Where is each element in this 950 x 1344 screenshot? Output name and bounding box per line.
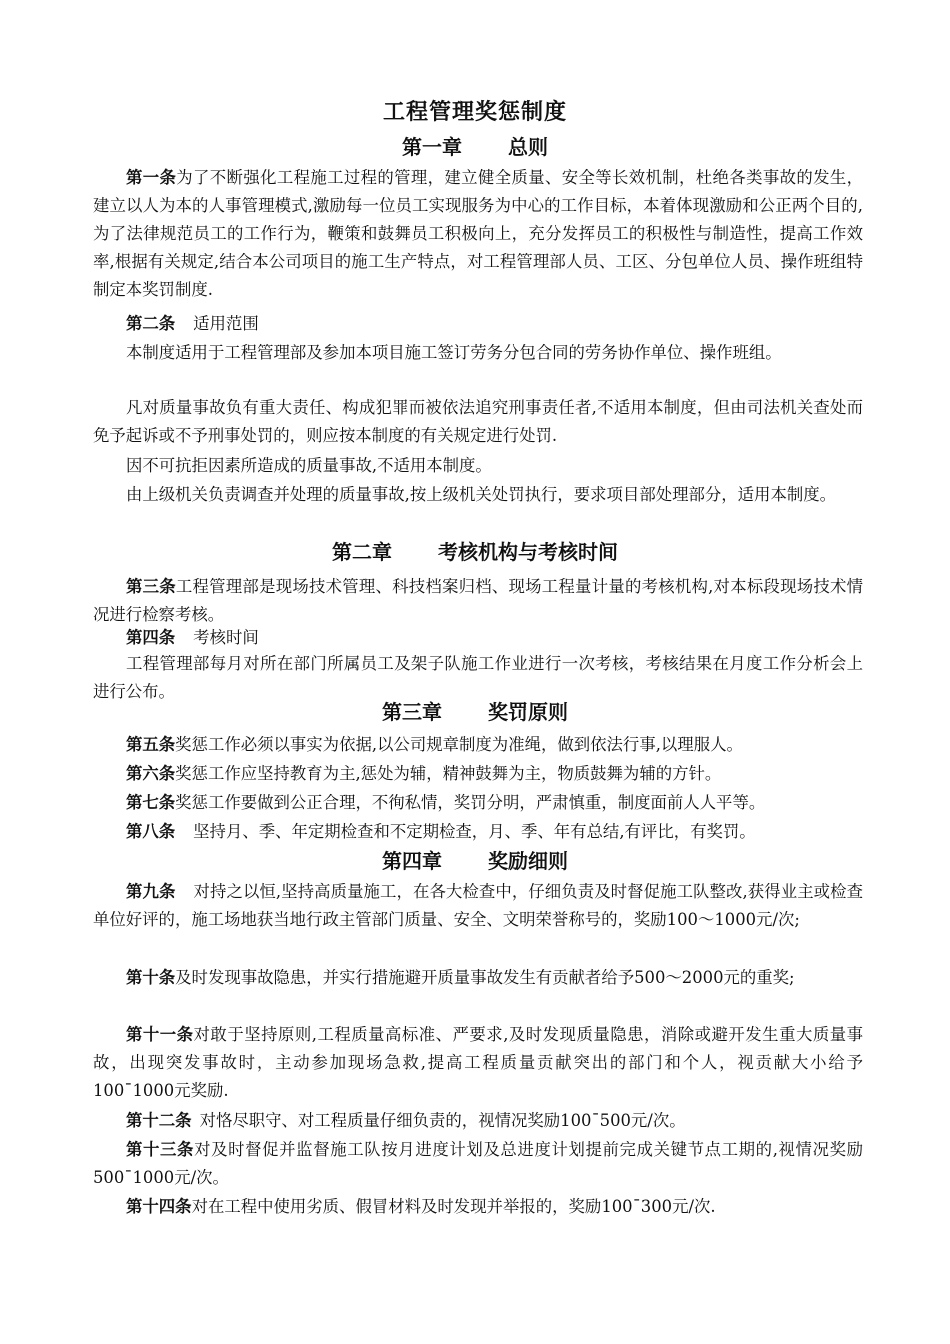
article-text: 为了不断强化工程施工过程的管理，建立健全质量、安全等长效机制，杜绝各类事故的发生，建立以人为本的人事管理模式,激励每一位员工实现服务为中心的工作目标，本着体现激励和公正两个目的,为了法律规范员工的工作行为，鞭策和鼓舞员工积极向上，充分发挥员工的积极性与制造性，提高工作效率,根据有关规定,结合本公司项目的施工生产特点，对工程管理部人员、工区、分包单位人员、操作班组特制定本奖罚制度. bbox=[93, 168, 864, 299]
chapter-number: 第三章 bbox=[382, 700, 442, 724]
article-paragraph bbox=[93, 789, 863, 817]
article-paragraph bbox=[93, 573, 863, 629]
article-text: 适用范围 bbox=[193, 314, 259, 333]
paragraph-text: 因不可抗拒因素所造成的质量事故,不适用本制度。 bbox=[126, 456, 492, 475]
document-title: 工程管理奖惩制度 bbox=[382, 99, 567, 125]
article-label: 第十四条 bbox=[126, 1197, 192, 1216]
paragraph bbox=[93, 452, 863, 480]
article-paragraph bbox=[93, 818, 863, 846]
chapter-heading bbox=[0, 699, 950, 725]
article-text: 对持之以恒,坚持高质量施工，在各大检查中，仔细负责及时督促施工队整改,获得业主或检查单位好评的，施工场地获当地行政主管部门质量、安全、文明荣誉称号的，奖励100～1000元/次; bbox=[93, 882, 864, 929]
article-paragraph bbox=[93, 878, 863, 934]
paragraph bbox=[93, 481, 863, 509]
article-text: 坚持月、季、年定期检查和不定期检查，月、季、年有总结,有评比，有奖罚。 bbox=[193, 822, 756, 841]
article-label: 第二条 bbox=[126, 314, 176, 333]
article-paragraph bbox=[93, 310, 863, 338]
article-text: 对在工程中使用劣质、假冒材料及时发现并举报的，奖励100¯300元/次. bbox=[191, 1197, 716, 1216]
chapter-heading bbox=[0, 134, 950, 160]
article-text: 考核时间 bbox=[193, 628, 259, 647]
article-paragraph bbox=[93, 1021, 863, 1105]
paragraph-text: 由上级机关负责调查并处理的质量事故,按上级机关处罚执行，要求项目部处理部分，适用本制度。 bbox=[126, 485, 837, 504]
chapter-number: 第四章 bbox=[382, 849, 442, 873]
article-text: 奖惩工作必须以事实为依据,以公司规章制度为准绳，做到依法行事,以理服人。 bbox=[175, 735, 743, 754]
article-label: 第十条 bbox=[126, 968, 176, 987]
article-label: 第七条 bbox=[126, 793, 176, 812]
chapter-number: 第一章 bbox=[402, 135, 462, 159]
paragraph-text: 工程管理部每月对所在部门所属员工及架子队施工作业进行一次考核，考核结果在月度工作分析会上进行公布。 bbox=[93, 654, 863, 701]
article-label: 第九条 bbox=[126, 882, 176, 901]
article-label: 第八条 bbox=[126, 822, 176, 841]
article-label: 第十二条 bbox=[126, 1111, 192, 1130]
article-paragraph bbox=[93, 1107, 863, 1135]
article-label: 第三条 bbox=[126, 577, 176, 596]
article-label: 第十一条 bbox=[126, 1025, 194, 1044]
article-paragraph bbox=[93, 624, 863, 652]
article-text: 及时发现事故隐患，并实行措施避开质量事故发生有贡献者给予500～2000元的重奖; bbox=[175, 968, 795, 987]
paragraph-text: 凡对质量事故负有重大责任、构成犯罪而被依法追究刑事责任者,不适用本制度，但由司法机关查处而免予起诉或不予刑事处罚的，则应按本制度的有关规定进行处罚. bbox=[93, 398, 863, 445]
paragraph bbox=[93, 394, 863, 450]
paragraph bbox=[93, 339, 863, 367]
article-paragraph bbox=[93, 1193, 863, 1221]
article-label: 第五条 bbox=[126, 735, 176, 754]
article-paragraph bbox=[93, 964, 863, 992]
article-text: 对恪尽职守、对工程质量仔细负责的，视情况奖励100¯500元/次。 bbox=[199, 1111, 686, 1130]
paragraph-text: 本制度适用于工程管理部及参加本项目施工签订劳务分包合同的劳务协作单位、操作班组。 bbox=[126, 343, 782, 362]
article-text: 对及时督促并监督施工队按月进度计划及总进度计划提前完成关键节点工期的,视情况奖励500¯1000元/次。 bbox=[93, 1140, 863, 1187]
article-label: 第四条 bbox=[126, 628, 176, 647]
chapter-title: 奖励细则 bbox=[488, 849, 568, 873]
article-paragraph bbox=[93, 1136, 863, 1192]
chapter-number: 第二章 bbox=[332, 540, 392, 564]
article-label: 第六条 bbox=[126, 764, 176, 783]
article-text: 奖惩工作应坚持教育为主,惩处为辅，精神鼓舞为主，物质鼓舞为辅的方针。 bbox=[175, 764, 722, 783]
paragraph bbox=[93, 650, 863, 706]
chapter-title: 奖罚原则 bbox=[488, 700, 568, 724]
article-label: 第十三条 bbox=[126, 1140, 195, 1159]
chapter-heading bbox=[0, 848, 950, 874]
article-paragraph bbox=[93, 164, 863, 304]
article-label: 第一条 bbox=[126, 168, 177, 187]
article-paragraph bbox=[93, 760, 863, 788]
article-text: 工程管理部是现场技术管理、科技档案归档、现场工程量计量的考核机构,对本标段现场技术情况进行检察考核。 bbox=[93, 577, 864, 624]
chapter-heading bbox=[0, 539, 950, 565]
article-text: 对敢于坚持原则,工程质量高标准、严要求,及时发现质量隐患，消除或避开发生重大质量事故，出现突发事故时，主动参加现场急救,提高工程质量贡献突出的部门和个人，视贡献大小给予100¯1000元奖励. bbox=[93, 1025, 864, 1100]
chapter-title: 总则 bbox=[508, 135, 548, 159]
article-paragraph bbox=[93, 731, 863, 759]
chapter-title: 考核机构与考核时间 bbox=[438, 540, 618, 564]
article-text: 奖惩工作要做到公正合理，不徇私情，奖罚分明，严肃慎重，制度面前人人平等。 bbox=[175, 793, 766, 812]
